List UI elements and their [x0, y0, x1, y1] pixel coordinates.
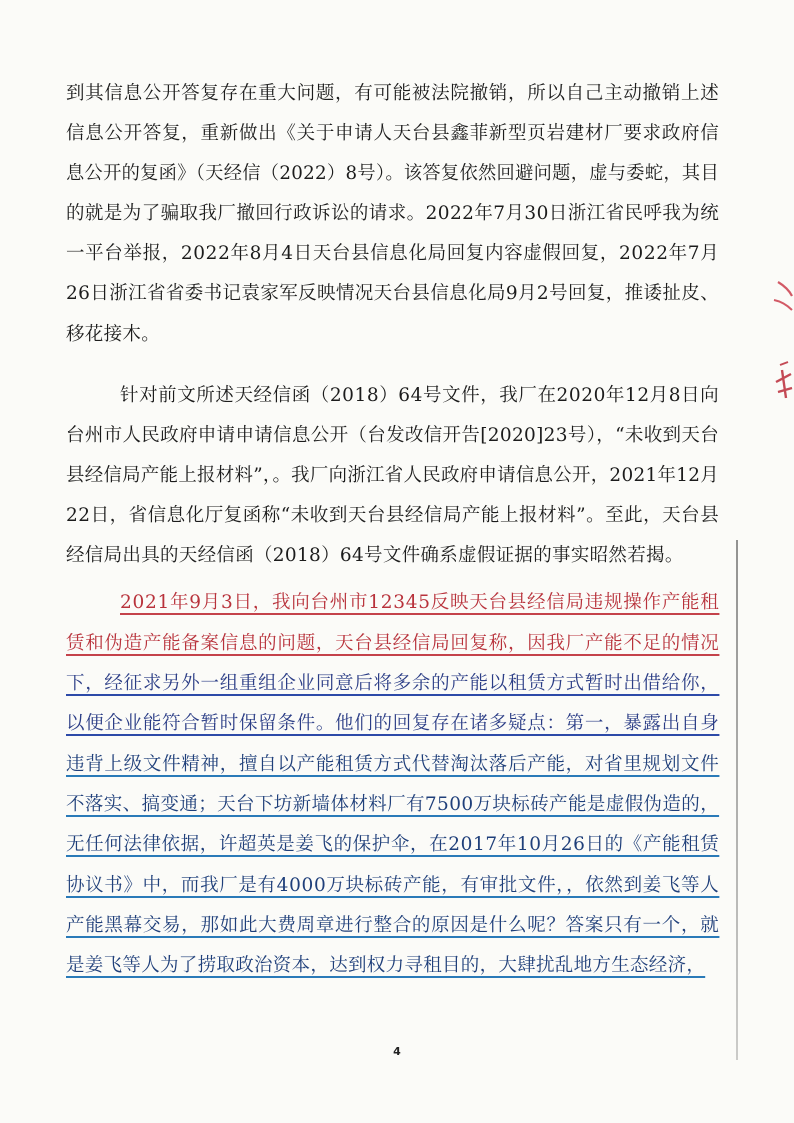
text-line-content: 经信局出具的天经信函（2018）64号文件确系虚假证据的事实昭然若揭。	[66, 545, 684, 566]
text-line-content: 2021年9月3日，我向台州市12345反映天台县经信局违规操作产能租	[120, 592, 720, 613]
text-line-content: 的就是为了骗取我厂撤回行政诉讼的请求。2022年7月30日浙江省民呼我为统	[66, 203, 720, 224]
text-line-content: 信息公开答复，重新做出《关于申请人天台县鑫菲新型页岩建材厂要求政府信	[66, 123, 720, 144]
text-line-content: 以便企业能符合暂时保留条件。他们的回复存在诸多疑点：第一，暴露出自身	[66, 713, 720, 734]
text-line-content: 台州市人民政府申请申请信息公开（台发改信开告[2020]23号），“未收到天台	[66, 425, 720, 446]
text-line-content: 是姜飞等人为了捞取政治资本，达到权力寻租目的，大肆扰乱地方生态经济，	[66, 955, 706, 976]
text-line-content: 下，经征求另外一组重组企业同意后将多余的产能以租赁方式暂时出借给你，	[66, 673, 720, 694]
red-stamp-edge-mark	[758, 270, 794, 430]
text-line-content: 协议书》中，而我厂是有4000万块标砖产能，有审批文件，，依然到姜飞等人	[66, 875, 720, 896]
text-line-content: 县经信局产能上报材料”，。我厂向浙江省人民政府申请信息公开，2021年12月	[66, 465, 719, 486]
text-line-content: 移花接木。	[66, 324, 161, 345]
text-line-content: 26日浙江省省委书记袁家军反映情况天台县信息化局9月2号回复，推诿扯皮、	[66, 283, 720, 304]
text-line-content: 无任何法律依据，许超英是姜飞的保护伞，在2017年10月26日的《产能租赁	[66, 834, 720, 855]
text-line-content: 到其信息公开答复存在重大问题，有可能被法院撤销，所以自己主动撤销上述	[66, 83, 720, 104]
text-line-content: 22日，省信息化厅复函称“未收到天台县经信局产能上报材料”。至此，天台县	[66, 505, 720, 526]
text-line-content: 息公开的复函》（天经信（2022）8号）。该答复依然回避问题，虚与委蛇，其目	[66, 163, 719, 184]
text-line-content: 不落实、搞变通；天台下坊新墙体材料厂有7500万块标砖产能是虚假伪造的，	[66, 794, 720, 815]
text-line-content: 违背上级文件精神，擅自以产能租赁方式代替淘汰落后产能，对省里规划文件	[66, 754, 720, 775]
text-line-content: 一平台举报，2022年8月4日天台县信息化局回复内容虚假回复，2022年7月	[66, 243, 720, 264]
text-line-content: 针对前文所述天经信函（2018）64号文件，我厂在2020年12月8日向	[120, 385, 720, 406]
margin-pen-line	[736, 540, 738, 1060]
text-line-content: 产能黑幕交易，那如此大费周章进行整合的原因是什么呢？答案只有一个，就	[66, 915, 720, 936]
page-number: 4	[393, 1045, 401, 1058]
text-line-content: 赁和伪造产能备案信息的问题，天台县经信局回复称，因我厂产能不足的情况	[66, 633, 720, 654]
